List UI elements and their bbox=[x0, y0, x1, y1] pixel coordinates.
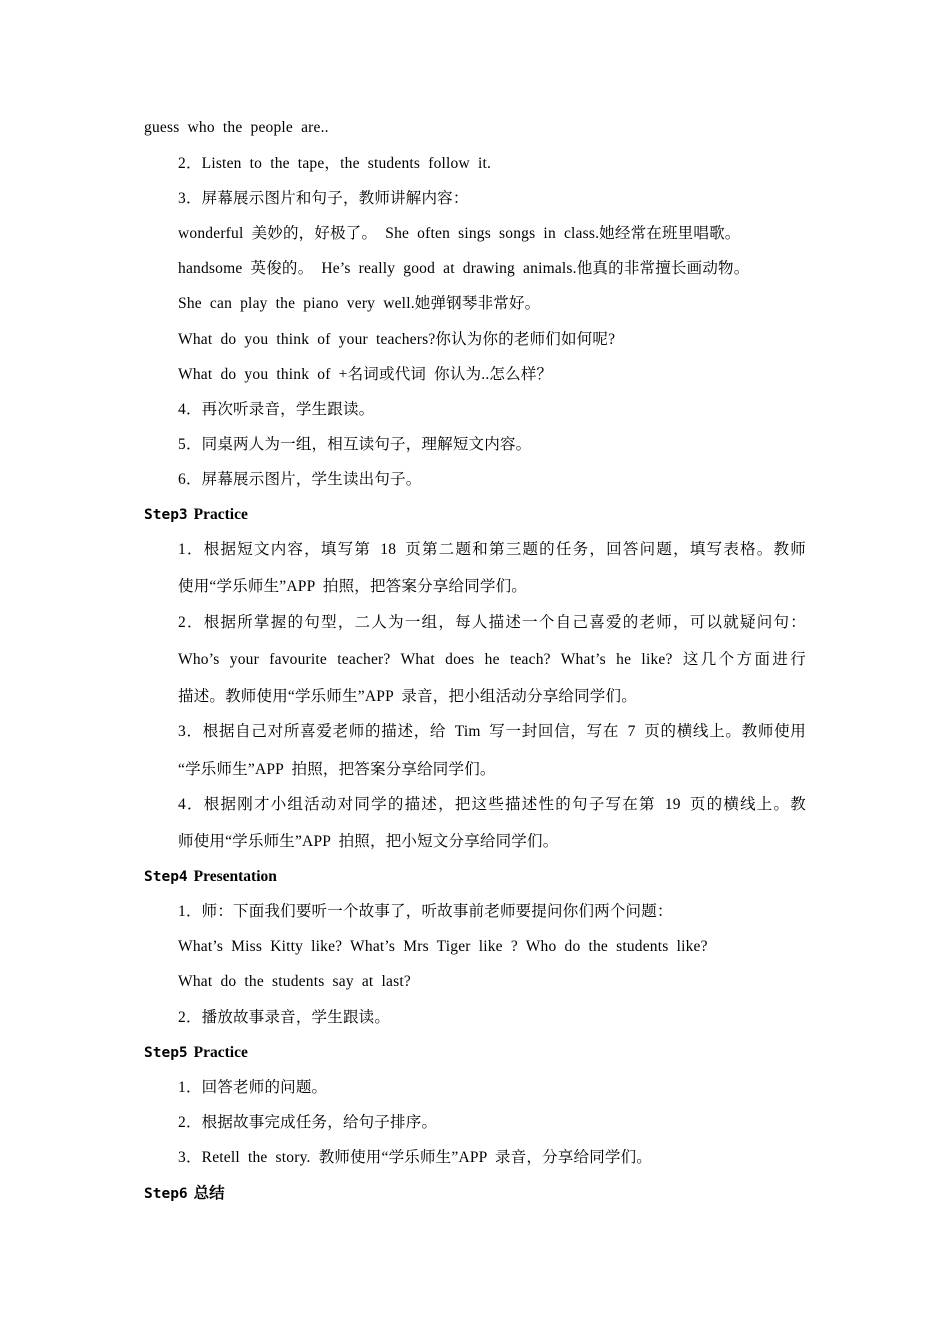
text-line: 3．根据自己对所喜爱老师的描述，给 Tim 写一封回信，写在 7 页的横线上。教师使用 bbox=[178, 723, 806, 740]
step-title: 总结 bbox=[193, 1185, 225, 1202]
text-line: 2．Listen to the tape，the students follow it. bbox=[178, 155, 492, 172]
text-line: 描述。教师使用“学乐师生”APP 录音，把小组活动分享给同学们。 bbox=[178, 688, 637, 705]
step6-heading bbox=[144, 1184, 225, 1204]
text-line: 3．屏幕展示图片和句子，教师讲解内容： bbox=[178, 190, 469, 207]
text-line: 使用“学乐师生”APP 拍照，把答案分享给同学们。 bbox=[178, 578, 527, 595]
text-line: What do the students say at last? bbox=[178, 973, 411, 990]
text-line: 1．回答老师的问题。 bbox=[178, 1079, 328, 1096]
text-line: 3．Retell the story. 教师使用“学乐师生”APP 录音，分享给同学们。 bbox=[178, 1149, 652, 1166]
text-line: What do you think of +名词或代词 你认为..怎么样？ bbox=[178, 366, 553, 383]
step5-heading bbox=[144, 1043, 248, 1063]
text-line: 5．同桌两人为一组，相互读句子，理解短文内容。 bbox=[178, 436, 532, 453]
text-line: 1．根据短文内容，填写第 18 页第二题和第三题的任务，回答问题，填写表格。教师 bbox=[178, 541, 806, 558]
text-line: guess who the people are.. bbox=[144, 119, 329, 136]
text-line: 6．屏幕展示图片，学生读出句子。 bbox=[178, 471, 422, 488]
text-line: 2．播放故事录音，学生跟读。 bbox=[178, 1009, 391, 1026]
text-line: She can play the piano very well.她弹钢琴非常好。 bbox=[178, 295, 541, 312]
text-line: 2．根据故事完成任务，给句子排序。 bbox=[178, 1114, 438, 1131]
step-number: Step5 bbox=[144, 1045, 188, 1061]
text-line: What do you think of your teachers?你认为你的老师们如何呢? bbox=[178, 331, 616, 348]
text-line: handsome 英俊的。 He’s really good at drawing animals.他真的非常擅长画动物。 bbox=[178, 260, 750, 277]
step3-heading bbox=[144, 505, 248, 525]
step4-heading bbox=[144, 867, 277, 887]
text-line: Who’s your favourite teacher? What does he teach? What’s he like? 这几个方面进行 bbox=[178, 651, 806, 668]
step-title: Practice bbox=[193, 1044, 248, 1061]
text-line: What’s Miss Kitty like? What’s Mrs Tiger like ? Who do the students like? bbox=[178, 938, 708, 955]
step-title: Practice bbox=[193, 506, 248, 523]
text-line: 4．根据刚才小组活动对同学的描述，把这些描述性的句子写在第 19 页的横线上。教 bbox=[178, 796, 806, 813]
step-number: Step3 bbox=[144, 507, 188, 523]
step-title: Presentation bbox=[193, 868, 277, 885]
text-line: wonderful 美妙的，好极了。 She often sings songs in class.她经常在班里唱歌。 bbox=[178, 225, 741, 242]
text-line: 师使用“学乐师生”APP 拍照，把小短文分享给同学们。 bbox=[178, 833, 559, 850]
text-line: 1．师：下面我们要听一个故事了，听故事前老师要提问你们两个问题： bbox=[178, 903, 673, 920]
text-line: 2．根据所掌握的句型，二人为一组，每人描述一个自己喜爱的老师，可以就疑问句： bbox=[178, 614, 806, 631]
text-line: 4．再次听录音，学生跟读。 bbox=[178, 401, 375, 418]
step-number: Step6 bbox=[144, 1186, 188, 1202]
step-number: Step4 bbox=[144, 869, 188, 885]
text-line: “学乐师生”APP 拍照，把答案分享给同学们。 bbox=[178, 761, 496, 778]
